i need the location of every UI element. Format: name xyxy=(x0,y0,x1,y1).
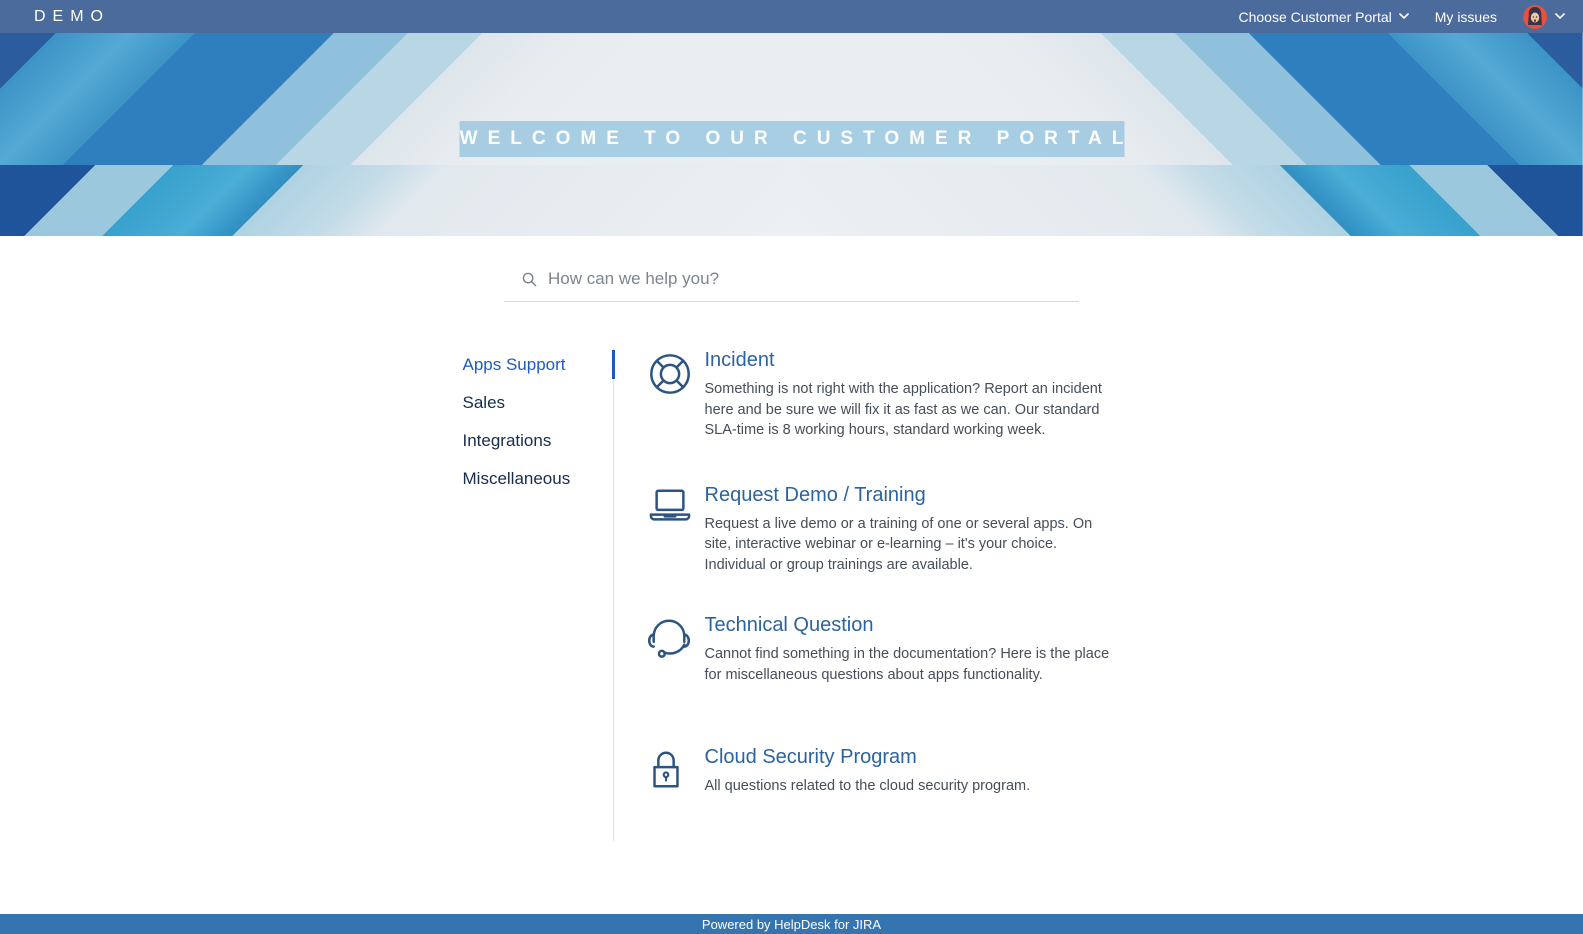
request-type-title[interactable]: Cloud Security Program xyxy=(704,746,917,768)
request-type-incident[interactable] xyxy=(647,348,1121,441)
user-menu[interactable] xyxy=(1523,5,1565,29)
search-bar xyxy=(504,263,1079,302)
hero-banner xyxy=(0,33,1583,236)
padlock-icon xyxy=(647,748,685,792)
request-type-cloud-security[interactable] xyxy=(647,745,1121,797)
choose-customer-portal-label: Choose Customer Portal xyxy=(1238,8,1392,25)
my-issues-label: My issues xyxy=(1434,8,1497,25)
user-avatar[interactable] xyxy=(1523,5,1547,29)
chevron-down-icon xyxy=(1555,13,1565,20)
request-type-description: Something is not right with the application? Report an incident here and be sure we will fix it as fast as we can. Our standard SLA-time is 8 working hours, standard working week. xyxy=(704,381,1102,438)
request-type-description: Cannot find something in the documentation? Here is the place for miscellaneous questions about apps functionality. xyxy=(704,646,1110,683)
request-type-list xyxy=(613,348,1121,841)
main-area xyxy=(463,348,1121,841)
request-type-title[interactable]: Incident xyxy=(704,349,775,371)
top-navbar xyxy=(0,0,1583,33)
request-type-description: Request a live demo or a training of one or several apps. On site, interactive webinar or e-learning – it's your choice. Individual or group trainings are available. xyxy=(704,515,1093,573)
request-type-technical-question[interactable] xyxy=(647,613,1121,685)
hero-title: WELCOME TO OUR CUSTOMER PORTAL xyxy=(459,128,1134,149)
laptop-icon xyxy=(647,486,693,528)
chevron-down-icon xyxy=(1399,13,1409,20)
footer-bar xyxy=(0,914,1583,934)
sidebar-item-integrations[interactable]: Integrations xyxy=(462,431,552,450)
request-type-title[interactable]: Technical Question xyxy=(704,614,874,636)
choose-customer-portal-dropdown[interactable] xyxy=(1238,9,1408,25)
request-type-demo-training[interactable] xyxy=(647,483,1121,576)
headset-icon xyxy=(647,616,691,660)
sidebar-item-sales[interactable]: Sales xyxy=(462,393,506,412)
portal-content xyxy=(0,236,1583,914)
my-issues-link[interactable] xyxy=(1435,9,1497,25)
request-type-description: All questions related to the cloud security program. xyxy=(704,778,1031,794)
brand-logo[interactable]: DEMO xyxy=(34,7,110,25)
search-input[interactable] xyxy=(548,269,1077,289)
request-type-title[interactable]: Request Demo / Training xyxy=(704,483,926,506)
request-group-sidebar xyxy=(463,348,613,841)
powered-by-text[interactable]: Powered by HelpDesk for JIRA xyxy=(701,916,882,932)
search-icon xyxy=(522,272,537,287)
lifebuoy-icon xyxy=(647,351,693,397)
navbar-right xyxy=(1238,5,1565,29)
hero-title-box xyxy=(459,121,1134,157)
sidebar-item-miscellaneous[interactable]: Miscellaneous xyxy=(462,469,571,488)
sidebar-item-apps-support[interactable]: Apps Support xyxy=(463,353,613,376)
